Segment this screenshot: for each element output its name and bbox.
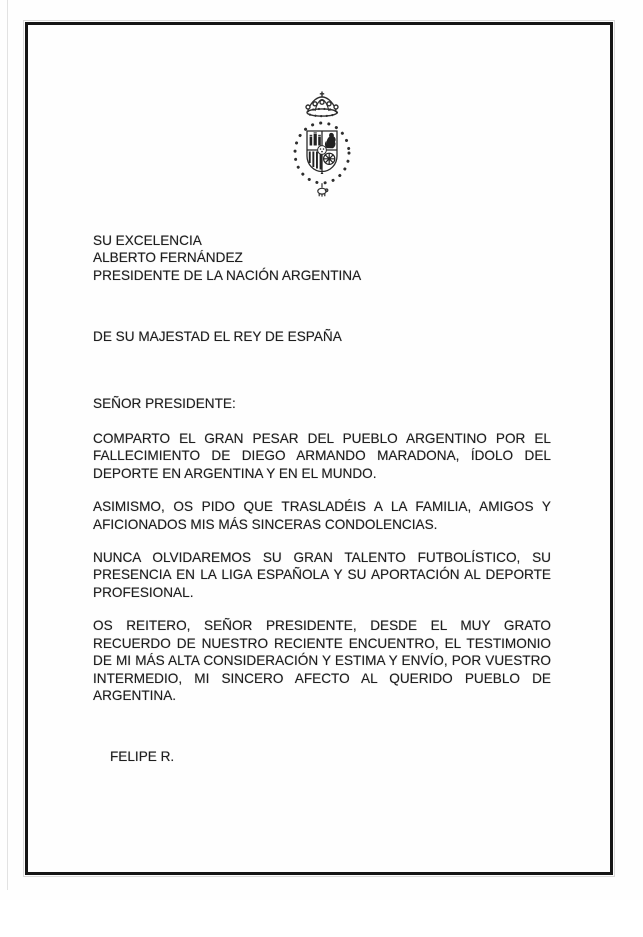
- recipient-address: [93, 232, 551, 284]
- body-paragraph-1: COMPARTO EL GRAN PESAR DEL PUEBLO ARGENTINO POR EL FALLECIMIENTO DE DIEGO ARMANDO MARADONA, ÍDOLO DEL DEPORTE EN ARGENTINA Y EN EL MUNDO.: [93, 431, 551, 481]
- letter-border-frame: [25, 22, 613, 875]
- salutation: SEÑOR PRESIDENTE:: [93, 395, 236, 411]
- body-paragraph-3: NUNCA OLVIDAREMOS SU GRAN TALENTO FUTBOLÍSTICO, SU PRESENCIA EN LA LIGA ESPAÑOLA Y SU APORTACIÓN AL DEPORTE PROFESIONAL.: [93, 550, 551, 600]
- royal-coat-of-arms-icon: [282, 90, 362, 202]
- letter-content: [28, 90, 610, 937]
- sender-line: DE SU MAJESTAD EL REY DE ESPAÑA: [93, 329, 342, 345]
- body-paragraph-2: ASIMISMO, OS PIDO QUE TRASLADÉIS A LA FAMILIA, AMIGOS Y AFICIONADOS MIS MÁS SINCERAS CONDOLENCIAS.: [93, 499, 551, 532]
- recipient-title: SU EXCELENCIA: [93, 233, 202, 248]
- body-paragraph-4: OS REITERO, SEÑOR PRESIDENTE, DESDE EL MUY GRATO RECUERDO DE NUESTRO RECIENTE ENCUENTRO, EL TESTIMONIO DE MI MÁS ALTA CONSIDERACIÓN Y ESTIMA Y ENVÍO, POR VUESTRO INTERMEDIO, MI SINCERO AFECTO AL QUERIDO PUEBLO DE ARGENTINA.: [93, 618, 551, 703]
- recipient-name: ALBERTO FERNÁNDEZ: [93, 250, 243, 266]
- signature: FELIPE R.: [110, 749, 175, 765]
- scan-edge-artifact: [7, 0, 8, 890]
- recipient-role: PRESIDENTE DE LA NACIÓN ARGENTINA: [93, 267, 362, 283]
